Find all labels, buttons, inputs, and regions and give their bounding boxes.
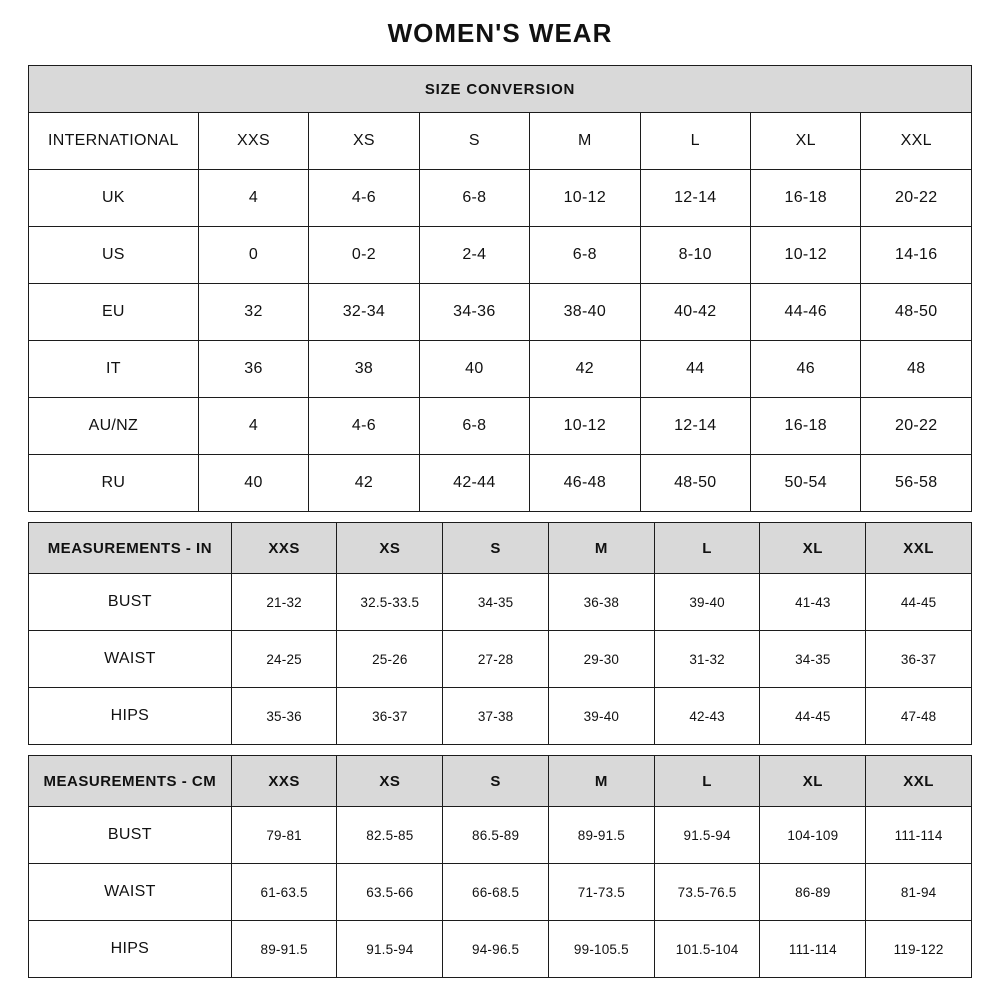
value-cell: 38	[309, 341, 419, 398]
size-header-cell: XL	[760, 756, 866, 807]
table-row	[29, 807, 972, 864]
row-label-cell: BUST	[29, 807, 232, 864]
value-cell: S	[419, 113, 529, 170]
value-cell: 94-96.5	[443, 921, 549, 978]
value-cell: 111-114	[866, 807, 972, 864]
size-header-cell: M	[548, 523, 654, 574]
value-cell: 41-43	[760, 574, 866, 631]
measurements-cm-body	[29, 807, 972, 978]
value-cell: 44-46	[751, 284, 861, 341]
value-cell: 81-94	[866, 864, 972, 921]
value-cell: 101.5-104	[654, 921, 760, 978]
size-header-cell: L	[654, 756, 760, 807]
value-cell: XS	[309, 113, 419, 170]
value-cell: 0	[198, 227, 308, 284]
value-cell: 6-8	[530, 227, 640, 284]
value-cell: 36-38	[548, 574, 654, 631]
value-cell: 63.5-66	[337, 864, 443, 921]
value-cell: 46-48	[530, 455, 640, 512]
value-cell: 10-12	[530, 398, 640, 455]
value-cell: 16-18	[751, 170, 861, 227]
row-label-cell: WAIST	[29, 864, 232, 921]
row-label-cell: US	[29, 227, 199, 284]
size-header-cell: L	[654, 523, 760, 574]
size-header-cell: S	[443, 756, 549, 807]
value-cell: 12-14	[640, 398, 750, 455]
value-cell: 29-30	[548, 631, 654, 688]
value-cell: 39-40	[548, 688, 654, 745]
value-cell: 71-73.5	[548, 864, 654, 921]
table-row	[29, 284, 972, 341]
measurements-in-table	[28, 522, 972, 745]
table-row	[29, 688, 972, 745]
size-header-cell: XXL	[866, 756, 972, 807]
value-cell: 6-8	[419, 170, 529, 227]
value-cell: 27-28	[443, 631, 549, 688]
value-cell: 4	[198, 170, 308, 227]
row-label-cell: BUST	[29, 574, 232, 631]
value-cell: 104-109	[760, 807, 866, 864]
value-cell: 79-81	[231, 807, 337, 864]
value-cell: XXL	[861, 113, 972, 170]
value-cell: 37-38	[443, 688, 549, 745]
value-cell: 31-32	[654, 631, 760, 688]
value-cell: 20-22	[861, 170, 972, 227]
value-cell: 21-32	[231, 574, 337, 631]
value-cell: 35-36	[231, 688, 337, 745]
value-cell: 0-2	[309, 227, 419, 284]
value-cell: 48-50	[640, 455, 750, 512]
value-cell: 8-10	[640, 227, 750, 284]
value-cell: 48-50	[861, 284, 972, 341]
value-cell: 86.5-89	[443, 807, 549, 864]
value-cell: 50-54	[751, 455, 861, 512]
value-cell: 44-45	[866, 574, 972, 631]
value-cell: 14-16	[861, 227, 972, 284]
value-cell: 36	[198, 341, 308, 398]
value-cell: 4-6	[309, 398, 419, 455]
value-cell: M	[530, 113, 640, 170]
table-title-cell: MEASUREMENTS - CM	[29, 756, 232, 807]
value-cell: 99-105.5	[548, 921, 654, 978]
row-label-cell: HIPS	[29, 921, 232, 978]
table-row	[29, 341, 972, 398]
value-cell: 12-14	[640, 170, 750, 227]
value-cell: 6-8	[419, 398, 529, 455]
measurements-cm-table	[28, 755, 972, 978]
value-cell: 36-37	[866, 631, 972, 688]
row-label-cell: RU	[29, 455, 199, 512]
value-cell: 4	[198, 398, 308, 455]
value-cell: 42-44	[419, 455, 529, 512]
size-header-cell: M	[548, 756, 654, 807]
value-cell: 39-40	[654, 574, 760, 631]
table-row	[29, 455, 972, 512]
value-cell: 42	[309, 455, 419, 512]
size-header-cell: XXL	[866, 523, 972, 574]
size-header-cell: XS	[337, 523, 443, 574]
table-row	[29, 864, 972, 921]
value-cell: 46	[751, 341, 861, 398]
value-cell: 48	[861, 341, 972, 398]
value-cell: 89-91.5	[548, 807, 654, 864]
table-row	[29, 170, 972, 227]
row-label-cell: AU/NZ	[29, 398, 199, 455]
size-header-cell: S	[443, 523, 549, 574]
table-row	[29, 631, 972, 688]
value-cell: 82.5-85	[337, 807, 443, 864]
value-cell: 10-12	[751, 227, 861, 284]
size-header-cell: XXS	[231, 523, 337, 574]
value-cell: 16-18	[751, 398, 861, 455]
value-cell: XL	[751, 113, 861, 170]
row-label-cell: UK	[29, 170, 199, 227]
measurements-in-header-row	[29, 523, 972, 574]
size-conversion-title: SIZE CONVERSION	[29, 66, 972, 113]
value-cell: 119-122	[866, 921, 972, 978]
table-row	[29, 398, 972, 455]
value-cell: 44	[640, 341, 750, 398]
table-row	[29, 227, 972, 284]
value-cell: 32.5-33.5	[337, 574, 443, 631]
value-cell: 86-89	[760, 864, 866, 921]
size-header-cell: XL	[760, 523, 866, 574]
value-cell: XXS	[198, 113, 308, 170]
value-cell: 34-35	[443, 574, 549, 631]
value-cell: 66-68.5	[443, 864, 549, 921]
table-title-cell: MEASUREMENTS - IN	[29, 523, 232, 574]
value-cell: 40	[198, 455, 308, 512]
value-cell: 111-114	[760, 921, 866, 978]
size-conversion-table	[28, 65, 972, 512]
value-cell: 44-45	[760, 688, 866, 745]
table-row	[29, 113, 972, 170]
value-cell: 32	[198, 284, 308, 341]
page-title: WOMEN'S WEAR	[387, 18, 613, 48]
value-cell: 40	[419, 341, 529, 398]
value-cell: L	[640, 113, 750, 170]
value-cell: 24-25	[231, 631, 337, 688]
value-cell: 20-22	[861, 398, 972, 455]
size-conversion-body	[29, 113, 972, 512]
value-cell: 89-91.5	[231, 921, 337, 978]
value-cell: 32-34	[309, 284, 419, 341]
value-cell: 61-63.5	[231, 864, 337, 921]
value-cell: 34-35	[760, 631, 866, 688]
value-cell: 91.5-94	[337, 921, 443, 978]
size-header-cell: XXS	[231, 756, 337, 807]
value-cell: 42	[530, 341, 640, 398]
measurements-cm-header-row	[29, 756, 972, 807]
size-header-cell: XS	[337, 756, 443, 807]
value-cell: 4-6	[309, 170, 419, 227]
value-cell: 47-48	[866, 688, 972, 745]
row-label-cell: IT	[29, 341, 199, 398]
table-banner-row	[29, 66, 972, 113]
table-row	[29, 921, 972, 978]
value-cell: 56-58	[861, 455, 972, 512]
measurements-in-body	[29, 574, 972, 745]
table-row	[29, 574, 972, 631]
value-cell: 25-26	[337, 631, 443, 688]
value-cell: 38-40	[530, 284, 640, 341]
value-cell: 91.5-94	[654, 807, 760, 864]
row-label-cell: INTERNATIONAL	[29, 113, 199, 170]
value-cell: 73.5-76.5	[654, 864, 760, 921]
row-label-cell: EU	[29, 284, 199, 341]
value-cell: 2-4	[419, 227, 529, 284]
value-cell: 42-43	[654, 688, 760, 745]
value-cell: 36-37	[337, 688, 443, 745]
value-cell: 40-42	[640, 284, 750, 341]
value-cell: 34-36	[419, 284, 529, 341]
row-label-cell: HIPS	[29, 688, 232, 745]
row-label-cell: WAIST	[29, 631, 232, 688]
value-cell: 10-12	[530, 170, 640, 227]
